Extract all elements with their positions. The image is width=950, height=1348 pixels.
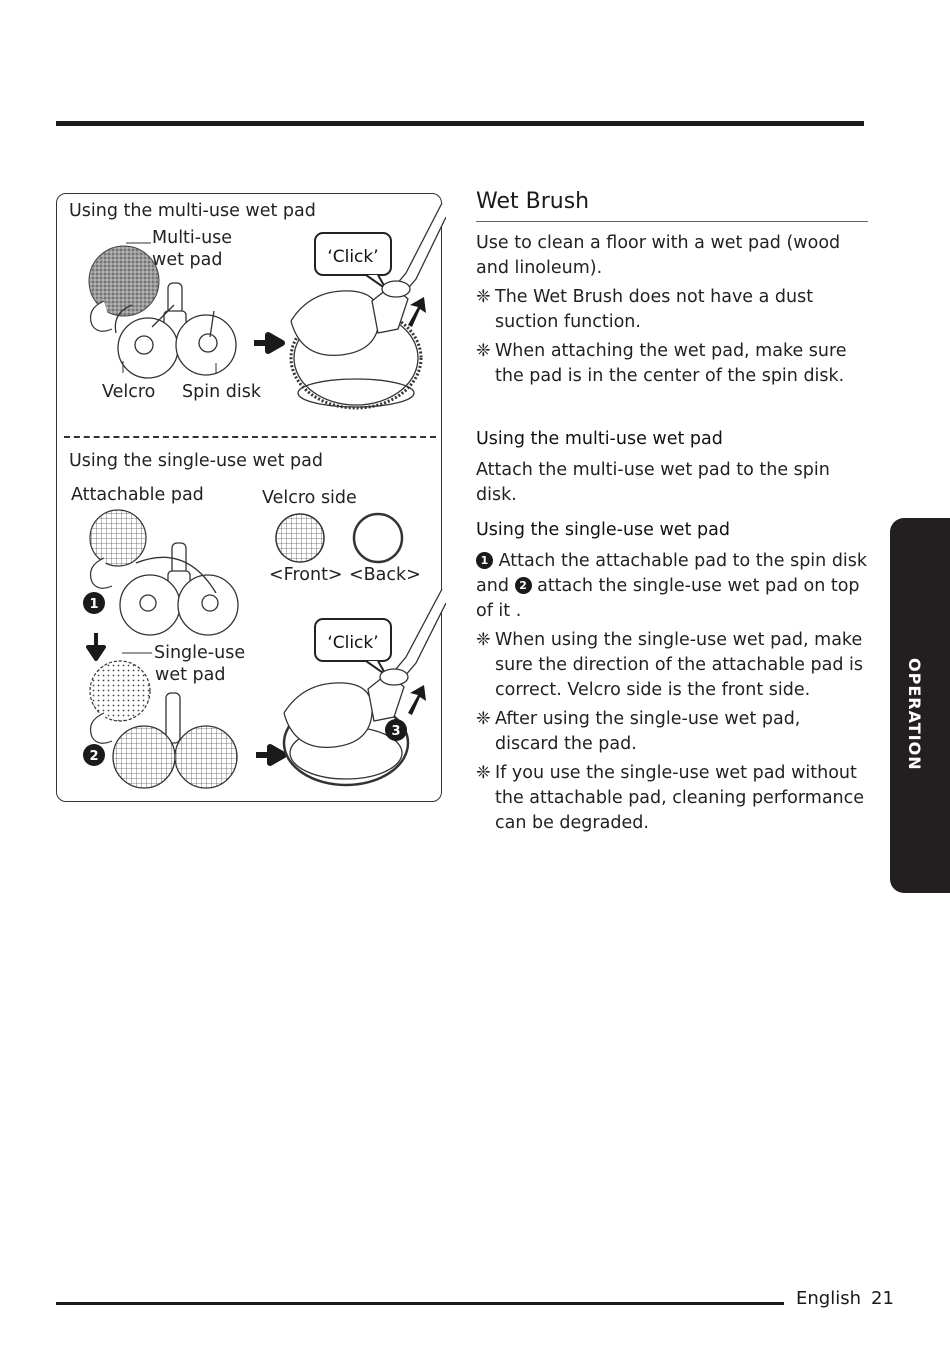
- note-item: ❈ If you use the single-use wet pad without the attachable pad, cleaning performance can be degraded.: [476, 763, 865, 833]
- velcro-side-front-icon: [276, 514, 324, 562]
- svg-text:1: 1: [89, 597, 99, 612]
- velcro-side-back-icon: [354, 514, 402, 562]
- step-1-marker: 1: [476, 552, 493, 569]
- chapter-side-tab: [890, 518, 950, 893]
- section-title: Wet Brush: [476, 188, 868, 222]
- attachable-pad-icon: [90, 510, 146, 588]
- step-3-badge: [385, 719, 407, 741]
- svg-text:2: 2: [89, 749, 99, 764]
- multi-use-pad-label-line1: Multi-use: [152, 228, 233, 248]
- spin-disk-label: Spin disk: [182, 382, 261, 402]
- click-label-2: ‘Click’: [327, 633, 379, 653]
- multi-use-pad-label-line2: wet pad: [152, 250, 223, 270]
- note-item: ❈ The Wet Brush does not have a dust suction function.: [476, 287, 814, 332]
- velcro-side-label: Velcro side: [262, 488, 357, 508]
- page-number: 21: [871, 1288, 894, 1309]
- step-1-badge: [83, 592, 105, 614]
- svg-text:3: 3: [391, 724, 401, 739]
- step-2-badge: [83, 744, 105, 766]
- velcro-label: Velcro: [102, 382, 156, 402]
- footer-language: English: [796, 1288, 861, 1309]
- note-item: ❈ When attaching the wet pad, make sure the pad is in the center of the spin disk.: [476, 341, 847, 386]
- multi-use-figure-title: Using the multi-use wet pad: [69, 201, 316, 221]
- single-use-steps: 1 Attach the attachable pad to the spin disk and 2 attach the single-use wet pad on top of it .: [476, 551, 868, 621]
- multi-use-text: Attach the multi-use wet pad to the spin disk.: [476, 460, 830, 505]
- bottom-rule: [56, 1302, 784, 1305]
- single-use-pad-label-line2: wet pad: [155, 665, 226, 685]
- single-use-heading: Using the single-use wet pad: [476, 520, 730, 540]
- click-label-1: ‘Click’: [327, 247, 379, 267]
- single-use-figure-title: Using the single-use wet pad: [69, 451, 323, 471]
- attachable-pad-label: Attachable pad: [71, 485, 204, 505]
- back-label: <Back>: [349, 565, 421, 585]
- note-item: ❈ After using the single-use wet pad, discard the pad.: [476, 709, 801, 754]
- front-label: <Front>: [269, 565, 343, 585]
- wet-brush-illustration: [56, 193, 446, 805]
- top-rule: [56, 121, 864, 126]
- chapter-side-tab-label: OPERATION: [905, 658, 924, 771]
- step-2-marker: 2: [515, 577, 532, 594]
- wet-brush-section: [476, 188, 868, 836]
- single-use-pad-label-line1: Single-use: [154, 643, 246, 663]
- multi-use-heading: Using the multi-use wet pad: [476, 429, 723, 449]
- note-item: ❈ When using the single-use wet pad, make sure the direction of the attachable pad is correct. Velcro side is the front side.: [476, 630, 863, 700]
- intro-text: Use to clean a floor with a wet pad (wood and linoleum).: [476, 233, 841, 278]
